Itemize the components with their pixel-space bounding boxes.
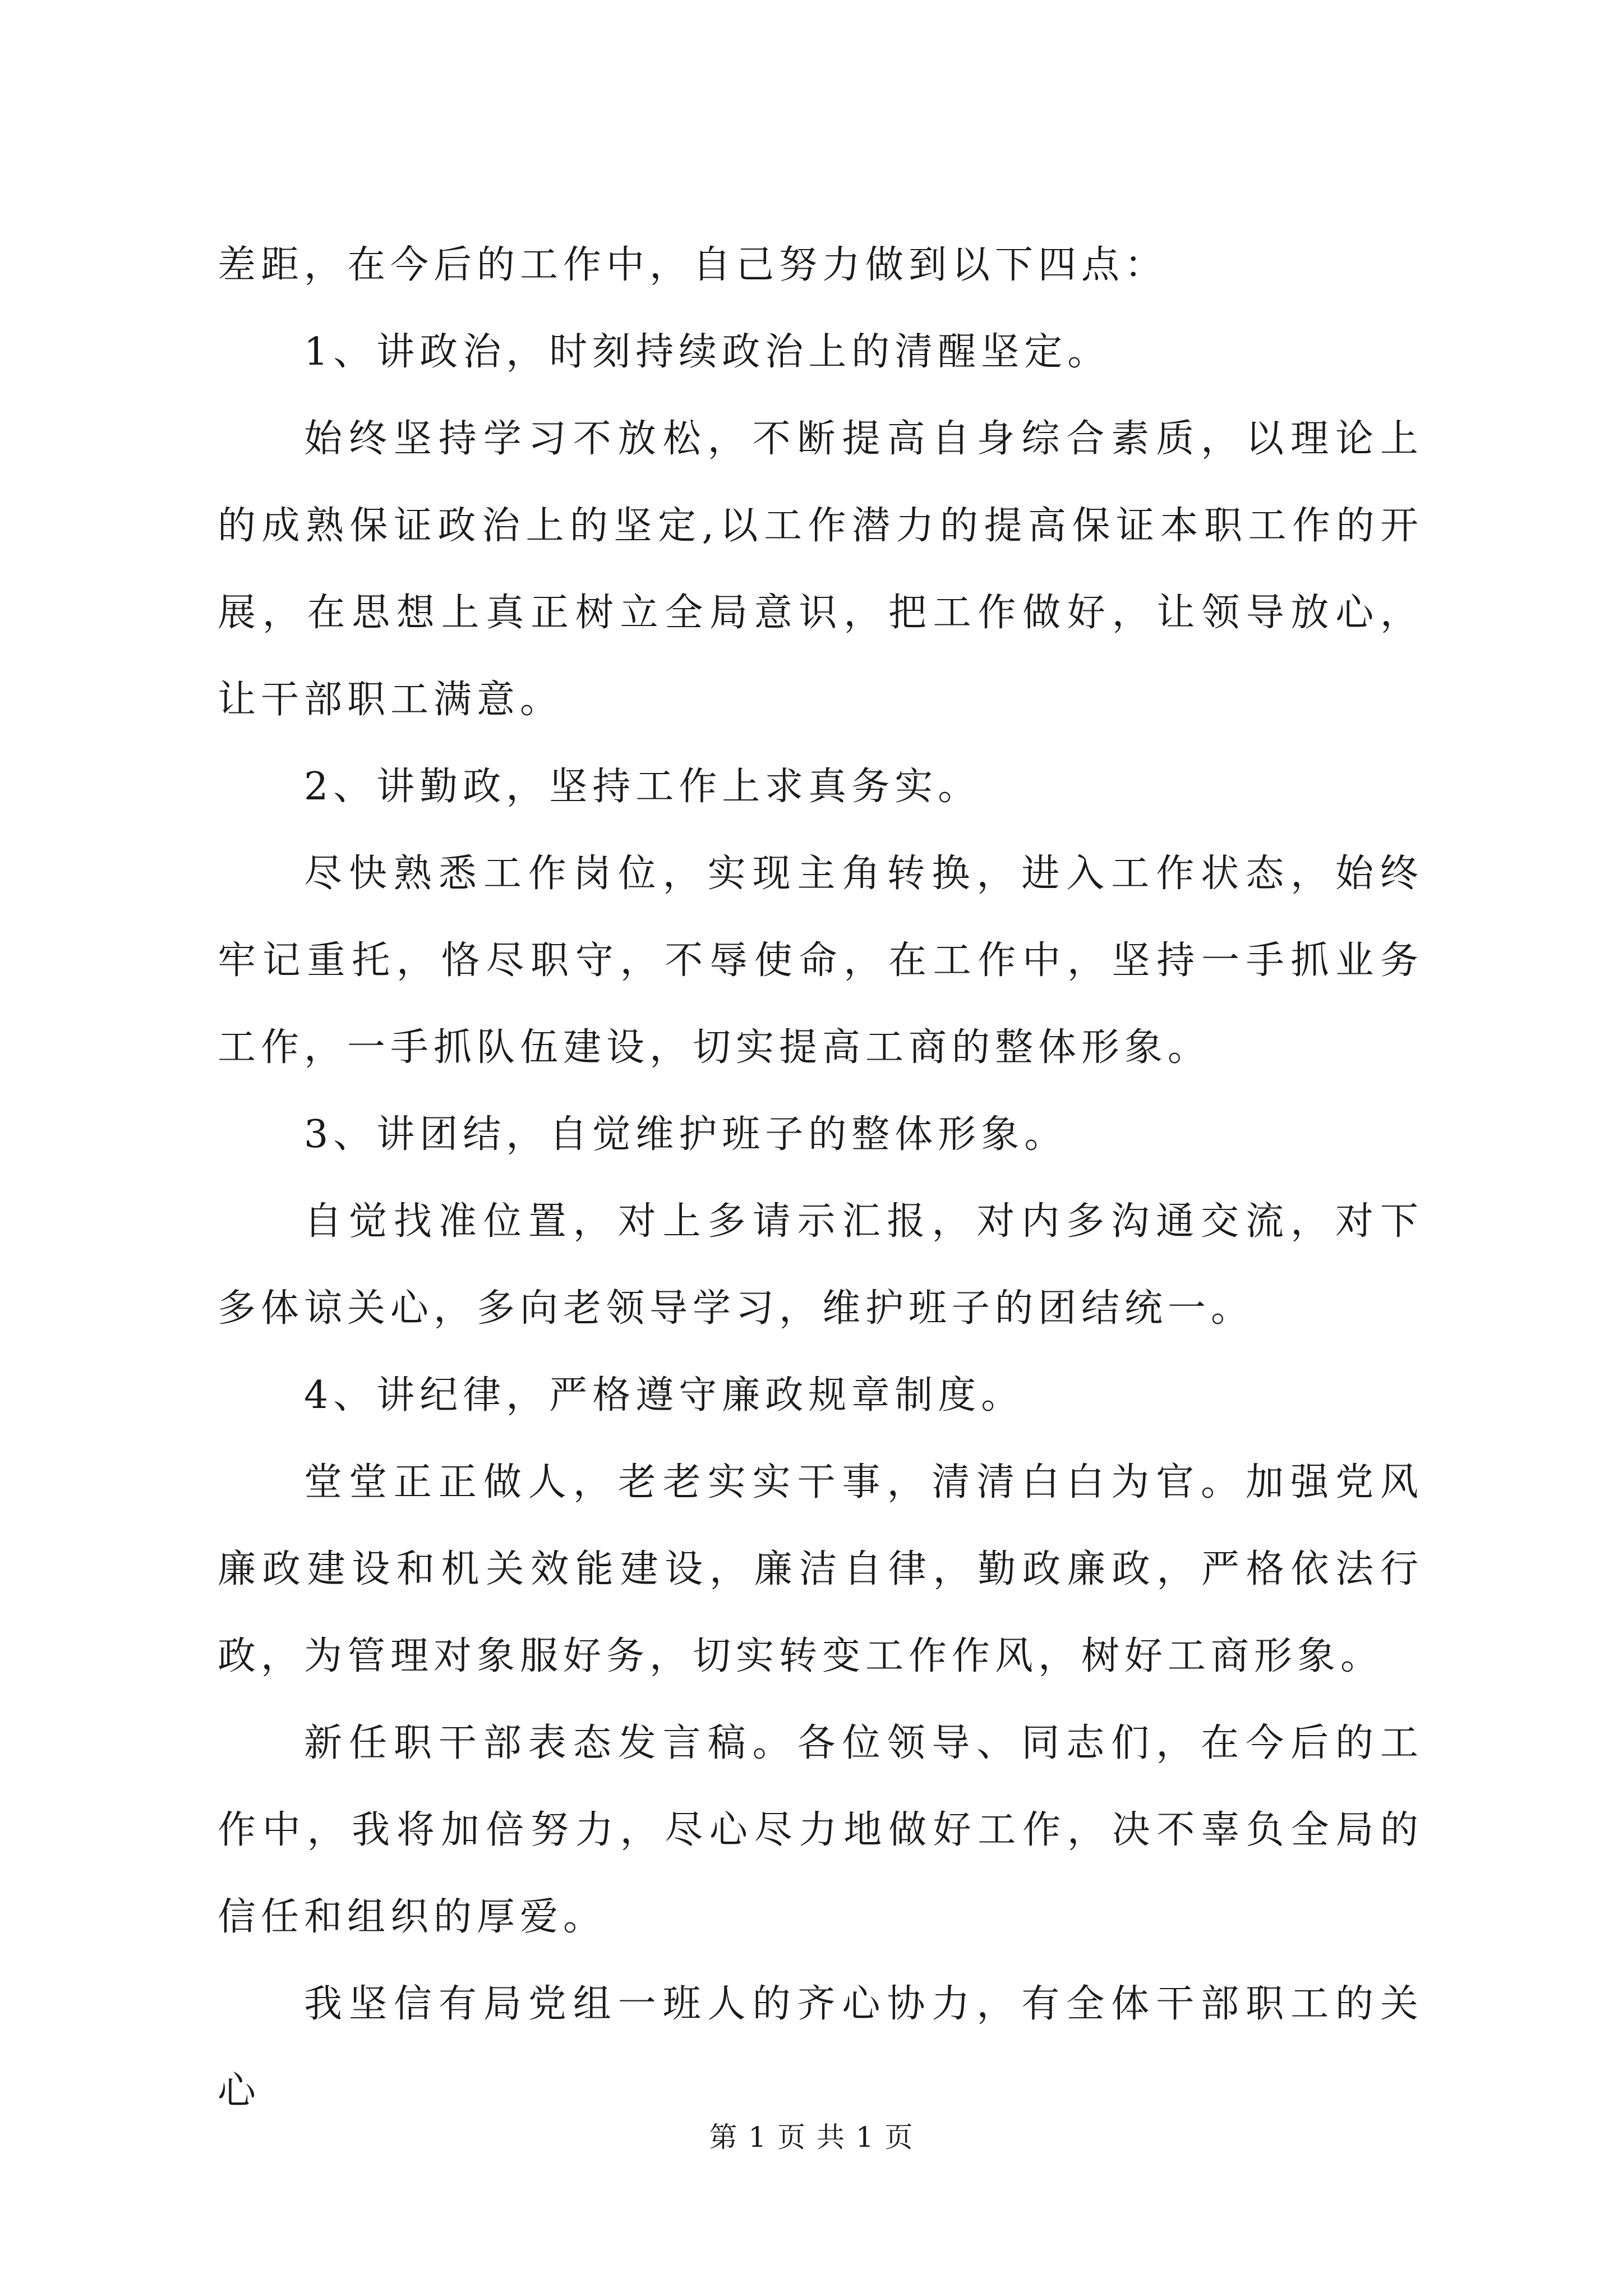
paragraph-intro: 差距，在今后的工作中，自己努力做到以下四点： xyxy=(218,243,1168,287)
paragraph-body-2: 尽快熟悉工作岗位，实现主角转换，进入工作状态，始终牢记重托，恪尽职守，不辱使命，在工作中，坚持一手抓业务工作，一手抓队伍建设，切实提高工商的整体形象。 xyxy=(218,852,1423,1070)
paragraph-body-4: 堂堂正正做人，老老实实干事，清清白白为官。加强党风廉政建设和机关效能建设，廉洁自律，勤政廉政，严格依法行政，为管理对象服好务，切实转变工作作风，树好工商形象。 xyxy=(218,1460,1423,1678)
document-body xyxy=(218,222,1423,2134)
paragraph-heading-3: 3、讲团结，自觉维护班子的整体形象。 xyxy=(304,1112,1068,1157)
paragraph-heading-2: 2、讲勤政，坚持工作上求真务实。 xyxy=(304,765,981,809)
paragraph-body-3: 自觉找准位置，对上多请示汇报，对内多沟通交流，对下多体谅关心，多向老领导学习，维护班子的团结统一。 xyxy=(218,1199,1423,1331)
paragraph-closing: 新任职干部表态发言稿。各位领导、同志们，在今后的工作中，我将加倍努力，尽心尽力地做好工作，决不辜负全局的信任和组织的厚爱。 xyxy=(218,1721,1423,1939)
paragraph-heading-4: 4、讲纪律，严格遵守廉政规章制度。 xyxy=(304,1373,1025,1418)
paragraph-body-1: 始终坚持学习不放松，不断提高自身综合素质，以理论上的成熟保证政治上的坚定,以工作潜力的提高保证本职工作的开展，在思想上真正树立全局意识，把工作做好，让领导放心，让干部职工满意。 xyxy=(218,417,1423,722)
paragraph-heading-1: 1、讲政治，时刻持续政治上的清醒坚定。 xyxy=(304,330,1111,374)
page-number-footer: 第 1 页 共 1 页 xyxy=(709,2121,914,2154)
paragraph-final: 我坚信有局党组一班人的齐心协力，有全体干部职工的关心 xyxy=(218,1982,1423,2113)
